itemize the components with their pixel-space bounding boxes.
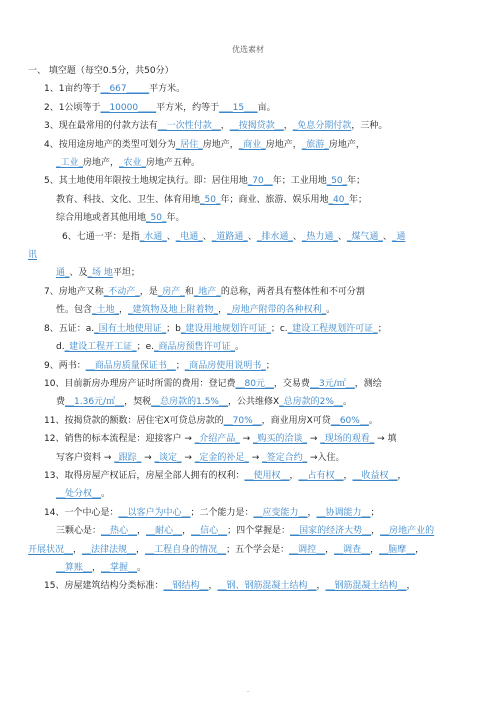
answer-blank: _建设用地规划许可证_ xyxy=(180,323,271,334)
answer-blank: _房地产附带的各种权利_ xyxy=(227,305,327,316)
question-text: 1、1亩约等于 xyxy=(44,84,101,95)
answer-blank: __信心__ xyxy=(191,526,228,537)
answer-blank: __脑摩__ xyxy=(379,544,416,555)
question-text: ，商业用房X可贷 xyxy=(261,415,331,426)
question-text: 、 xyxy=(166,231,176,242)
question-text: ， xyxy=(316,581,326,592)
answer-blank: _热力通_ xyxy=(301,231,338,242)
text-line xyxy=(28,99,470,117)
answer-blank: __占有权__ xyxy=(298,470,344,481)
answer-blank: __10000____ xyxy=(100,102,157,113)
question-text: ， xyxy=(92,562,102,573)
answer-blank: __协调能力__ xyxy=(316,507,371,518)
answer-blank: _总房款的2%__ xyxy=(279,397,343,408)
question-text: ， xyxy=(220,121,230,132)
question-text: 教育、科技、文化、卫生、体育用地 xyxy=(56,194,201,205)
answer-blank: __70%__ xyxy=(223,415,262,426)
answer-blank: __667_____ xyxy=(100,84,150,95)
answer-blank: _免息分期付款 xyxy=(292,121,352,132)
answer-blank: _电通_ xyxy=(175,231,203,242)
answer-blank: _土地_ xyxy=(92,305,120,316)
question-text: ， xyxy=(370,544,380,555)
text-line xyxy=(28,228,470,246)
question-text: ， xyxy=(325,544,335,555)
question-list xyxy=(28,62,470,596)
question-text: 10、目前新房办理房产证时所需的费用：登记费 xyxy=(44,378,236,389)
question-text: 、 xyxy=(247,231,257,242)
text-line xyxy=(28,320,470,338)
text-line xyxy=(28,357,470,375)
answer-blank: __60%__ xyxy=(330,415,369,426)
answer-blank: _商业_ xyxy=(238,139,266,150)
text-line xyxy=(28,283,470,301)
text-line xyxy=(28,375,470,393)
question-text: ， xyxy=(136,544,146,555)
question-text: 平坦； xyxy=(112,268,140,279)
question-text: 11、按揭贷款的额数：居住宅X可贷总房款的 xyxy=(44,415,224,426)
question-text: 一、 填空题（每空0.5分，共50分） xyxy=(28,66,174,76)
question-text: ，是 xyxy=(139,286,158,297)
answer-blank: _签定合约_ xyxy=(262,452,308,463)
answer-blank: 开展状况__ xyxy=(28,544,74,555)
answer-blank: 讯 xyxy=(28,250,38,261)
answer-blank: __总房款的1.5%__ xyxy=(151,397,228,408)
text-line xyxy=(28,117,470,135)
question-text: 3、现在最常用的付款方法有 xyxy=(44,121,158,132)
answer-blank: _旅游_ xyxy=(301,139,329,150)
question-text: 5、其土地使用年限按土地规定执行。即：居住用地 xyxy=(44,176,248,187)
answer-blank: _道路通_ xyxy=(211,231,248,242)
question-text: 写客户资料 → xyxy=(56,452,115,463)
question-text: 13、取得房屋产权证后，房屋全部人拥有的权利： xyxy=(44,470,245,481)
question-text: 14、一个中心是： xyxy=(44,507,119,518)
answer-blank: __国家的经济大势__ xyxy=(290,526,372,537)
question-text: ，公共维修X xyxy=(227,397,280,408)
question-text: 、 xyxy=(337,231,347,242)
answer-blank: __钢、钢筋混凝土结构__ xyxy=(217,581,317,592)
question-text: 、 xyxy=(202,231,212,242)
question-text: 2、1公顷等于 xyxy=(44,102,101,113)
question-text: ， xyxy=(137,526,147,537)
question-text: 6、七通一平：是指 xyxy=(62,231,140,242)
answer-blank: _购买的洽谈_ xyxy=(253,434,308,445)
answer-blank: _70__ xyxy=(247,176,273,187)
text-line xyxy=(28,172,470,190)
question-text: 年； xyxy=(347,176,366,187)
answer-blank: __3元/㎡__ xyxy=(309,378,355,389)
answer-blank: _农业_ xyxy=(119,158,147,169)
question-text: 房地产， xyxy=(328,139,365,150)
answer-blank: _工业_ xyxy=(56,158,84,169)
question-text: ；e. xyxy=(136,342,154,353)
text-line xyxy=(28,522,470,540)
question-text: ， xyxy=(415,544,425,555)
answer-blank: __房地产业的 xyxy=(380,526,435,537)
answer-blank: _介绍产品_ xyxy=(194,434,240,445)
question-text: ；b xyxy=(166,323,181,334)
answer-blank: _居住_ xyxy=(175,139,203,150)
text-line xyxy=(28,191,470,209)
question-text: → xyxy=(141,452,155,463)
question-text: 房地产， xyxy=(83,158,120,169)
question-text: ， xyxy=(73,544,83,555)
question-text: ， xyxy=(371,526,381,537)
question-text: 。 xyxy=(368,415,378,426)
answer-blank: _商品房使用说明书_ xyxy=(184,360,266,371)
question-text: 房地产， xyxy=(265,139,302,150)
text-line xyxy=(28,136,470,154)
answer-blank: __处分权__ xyxy=(56,489,102,500)
answer-blank: _50_ xyxy=(200,194,221,205)
question-text: ； xyxy=(377,323,387,334)
question-text: 三颗心是： xyxy=(56,526,102,537)
question-text: 年。 xyxy=(166,213,185,224)
question-text: 平方米。 xyxy=(149,84,186,95)
question-text: ，测绘 xyxy=(354,378,382,389)
answer-blank: _通 xyxy=(391,231,406,242)
answer-blank: ___15___ xyxy=(219,102,258,113)
question-text: ；五个学会是： xyxy=(226,544,290,555)
answer-blank: _谈定_ xyxy=(154,452,182,463)
question-text: → xyxy=(307,434,321,445)
question-text: ， xyxy=(307,507,317,518)
answer-blank: _定金的补足_ xyxy=(194,452,249,463)
answer-blank: _不动产_ xyxy=(103,286,140,297)
question-text: → xyxy=(248,452,263,463)
question-text: ； xyxy=(175,360,185,371)
answer-blank: __调查__ xyxy=(334,544,371,555)
text-line xyxy=(28,485,470,503)
answer-blank: _排水通_ xyxy=(256,231,293,242)
text-line xyxy=(28,412,470,430)
question-text: 7、房地产又称 xyxy=(44,286,104,297)
answer-blank: _50_ xyxy=(326,176,348,187)
answer-blank: __热心__ xyxy=(101,526,138,537)
answer-blank: __以客户为中心__ xyxy=(118,507,191,518)
question-text: 亩。 xyxy=(257,102,276,113)
question-text: ；四个掌握是： xyxy=(227,526,291,537)
question-text: 综合用地或者其他用地 xyxy=(56,213,147,224)
text-line xyxy=(28,430,470,448)
answer-blank: __应变能力__ xyxy=(253,507,308,518)
page-footer: . xyxy=(246,685,250,694)
question-text: d. xyxy=(56,342,65,353)
text-line xyxy=(28,209,470,227)
question-text: ， xyxy=(218,305,228,316)
answer-blank: __掌握__ xyxy=(101,562,138,573)
question-text: ，契税 xyxy=(124,397,152,408)
answer-blank: _商品房预售许可证_ xyxy=(154,342,236,353)
answer-blank: __按揭贷款__ xyxy=(229,121,284,132)
question-text: 9、两书： xyxy=(44,360,86,371)
question-text: ， xyxy=(343,470,353,481)
text-line xyxy=(28,393,470,411)
answer-blank: _水通_ xyxy=(139,231,167,242)
answer-blank: 通_ xyxy=(56,268,70,279)
question-text: → xyxy=(181,452,195,463)
answer-blank: _50_ xyxy=(146,213,167,224)
question-text: 年；商业、旅游、娱乐用地 xyxy=(220,194,329,205)
question-text: 年；工业用地 xyxy=(272,176,327,187)
question-text: ，交易费 xyxy=(273,378,310,389)
question-text: 房地产， xyxy=(202,139,239,150)
text-line xyxy=(28,154,470,172)
answer-blank: _40_ xyxy=(328,194,349,205)
question-text: → 填 xyxy=(374,434,397,445)
answer-blank: _房产_ xyxy=(157,286,185,297)
answer-blank: _建设工程开工证_ xyxy=(64,342,137,353)
answer-blank: __80元__ xyxy=(235,378,274,389)
text-line xyxy=(28,62,470,80)
question-text: ， xyxy=(182,526,192,537)
question-text: 。 xyxy=(101,489,111,500)
question-text: 。 xyxy=(342,397,352,408)
text-line xyxy=(28,541,470,559)
text-line xyxy=(28,264,470,282)
text-line xyxy=(28,338,470,356)
answer-blank: __法律法规__ xyxy=(82,544,137,555)
text-line xyxy=(28,577,470,595)
question-text: 和 xyxy=(184,286,194,297)
question-text: ， xyxy=(283,121,293,132)
answer-blank: __钢筋混凝土结构__ xyxy=(325,581,407,592)
question-text: ；c. xyxy=(270,323,288,334)
answer-blank: _国有土地使用证_ xyxy=(94,323,167,334)
question-text: 。 xyxy=(326,305,336,316)
answer-blank: __1.36元/㎡__ xyxy=(65,397,125,408)
question-text: 。 xyxy=(235,342,245,353)
answer-blank: __工程自身的情况__ xyxy=(145,544,227,555)
question-text: → xyxy=(239,434,253,445)
question-text: ， xyxy=(397,470,407,481)
question-text: 性。包含 xyxy=(56,305,93,316)
question-text: 、 xyxy=(382,231,392,242)
question-text: 12、销售的标本流程是：迎接客户 → xyxy=(44,434,195,445)
question-text: ， xyxy=(208,581,218,592)
text-line xyxy=(28,246,470,264)
answer-blank: __调控__ xyxy=(289,544,326,555)
question-text: ， xyxy=(406,581,416,592)
question-text: 房地产五种。 xyxy=(146,158,201,169)
question-text: ；二个能力是： xyxy=(190,507,254,518)
answer-blank: __使用权__ xyxy=(244,470,290,481)
answer-blank: _现场的观看_ xyxy=(320,434,375,445)
question-text: 、 xyxy=(292,231,302,242)
answer-blank: _煤气通_ xyxy=(346,231,383,242)
answer-blank: __收益权__ xyxy=(352,470,398,481)
answer-blank: __算账__ xyxy=(56,562,93,573)
question-text: →入住。 xyxy=(307,452,345,463)
page-header: 优选素材 xyxy=(232,45,264,54)
question-text: ； xyxy=(370,507,380,518)
question-text: 费 xyxy=(56,397,66,408)
question-text: 8、五证：a. xyxy=(44,323,95,334)
answer-blank: __钢结构__ xyxy=(163,581,209,592)
answer-blank: _地产_ xyxy=(193,286,221,297)
answer-blank: _跟踪_ xyxy=(114,452,142,463)
answer-blank: _建筑物及地上附着物_ xyxy=(128,305,219,316)
text-line xyxy=(28,449,470,467)
text-line xyxy=(28,80,470,98)
question-text: 15、房屋建筑结构分类标准： xyxy=(44,581,164,592)
answer-blank: _建设工程规划许可证_ xyxy=(287,323,378,334)
question-text: 平方米，约等于 xyxy=(156,102,220,113)
question-text: 。 xyxy=(137,562,147,573)
question-text: ， xyxy=(289,470,299,481)
answer-blank: __耐心__ xyxy=(146,526,183,537)
text-line xyxy=(28,467,470,485)
text-line xyxy=(28,504,470,522)
question-text: ； xyxy=(265,360,275,371)
answer-blank: _场 地 xyxy=(87,268,113,279)
question-text: ， xyxy=(119,305,129,316)
answer-blank: __一次性付款__ xyxy=(157,121,221,132)
question-text: 4、按用途房地产的类型可划分为 xyxy=(44,139,176,150)
text-line xyxy=(28,559,470,577)
question-text: 年； xyxy=(348,194,367,205)
question-text: ，三种。 xyxy=(351,121,388,132)
question-text: 的总称，两者具有整体性和不可分割 xyxy=(220,286,365,297)
text-line xyxy=(28,301,470,319)
answer-blank: __商品房质量保证书__ xyxy=(85,360,176,371)
question-text: 、及 xyxy=(69,268,88,279)
